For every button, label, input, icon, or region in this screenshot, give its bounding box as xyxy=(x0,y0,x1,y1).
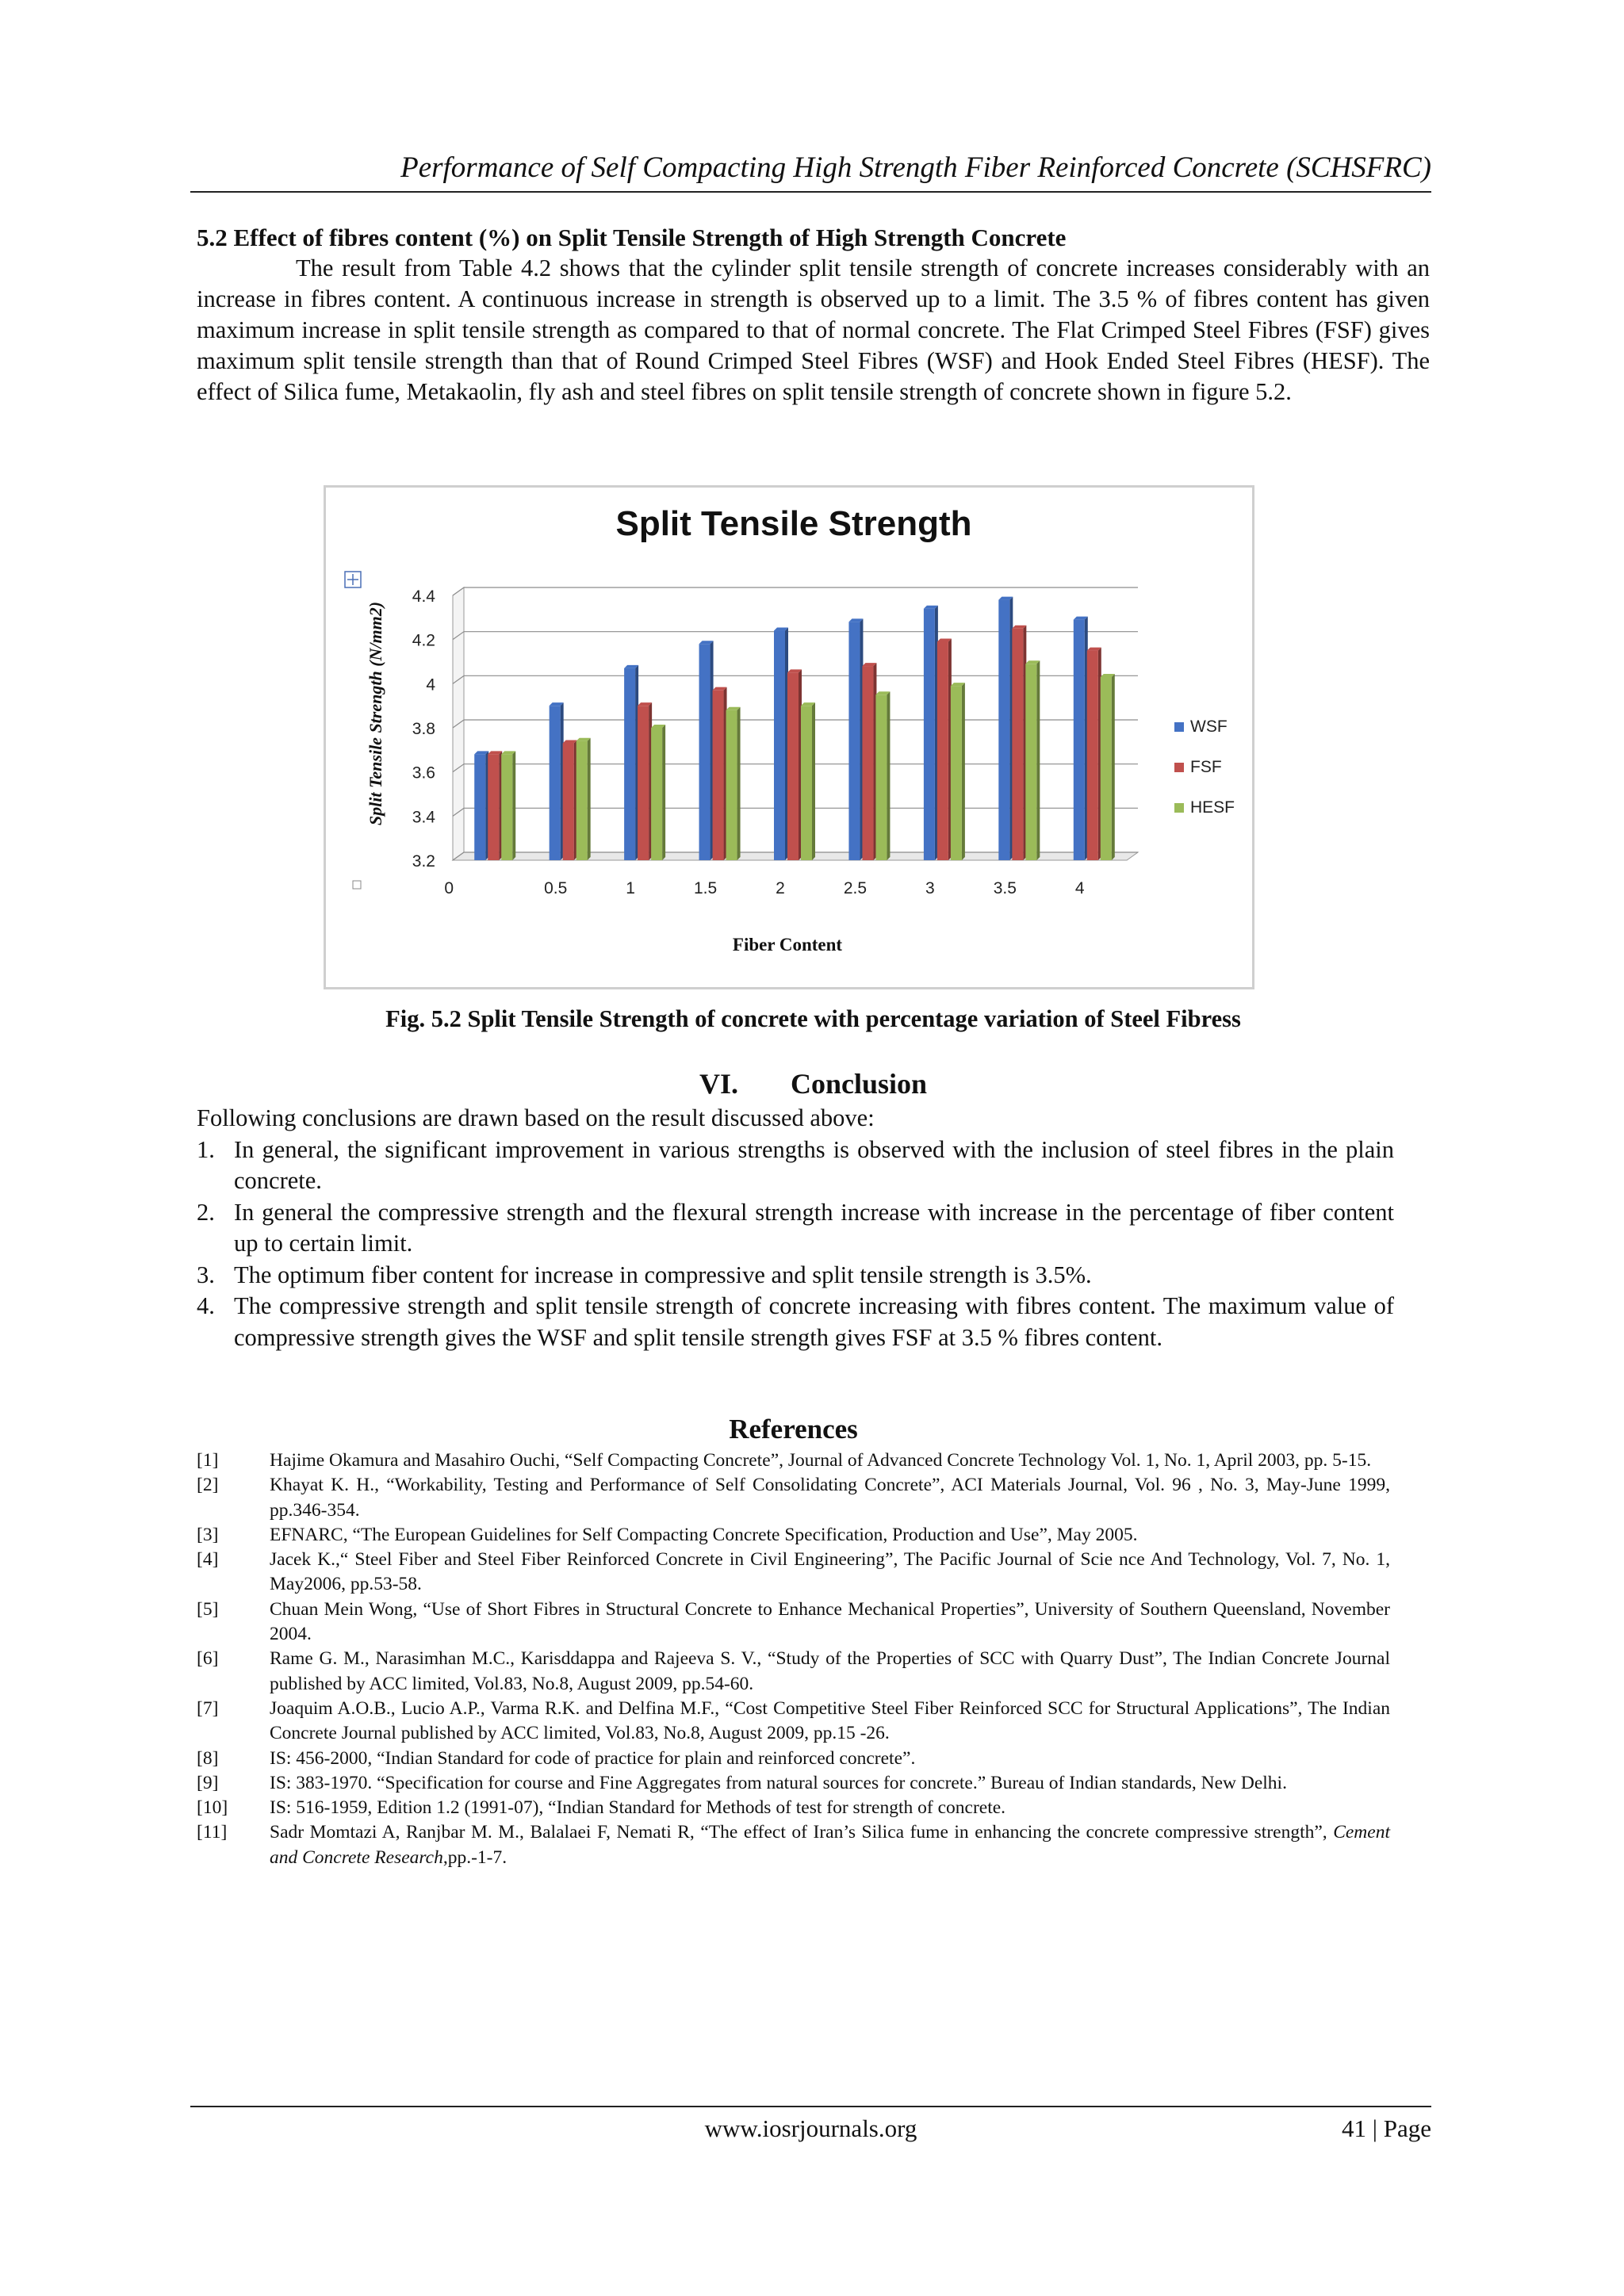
x-tick-label: 3 xyxy=(925,879,935,897)
x-tick-label: 4 xyxy=(1074,879,1085,897)
reference-item xyxy=(197,1771,1390,1796)
bar xyxy=(1074,620,1085,860)
bar xyxy=(937,641,948,860)
bar xyxy=(474,754,485,860)
x-tick-label: 1 xyxy=(626,879,635,897)
bar-side xyxy=(512,751,515,860)
y-tick-label: 3.4 xyxy=(412,808,435,827)
x-axis-label: Fiber Content xyxy=(732,935,843,955)
legend-swatch xyxy=(1174,722,1184,732)
reference-number: [1] xyxy=(197,1450,219,1471)
bar-side xyxy=(887,691,890,860)
figure-caption: Fig. 5.2 Split Tensile Strength of concrete with percentage variation of Steel Fibress xyxy=(385,1005,1241,1032)
bar-side xyxy=(1112,674,1115,860)
list-item xyxy=(197,1260,1394,1292)
list-item-number: 4. xyxy=(197,1292,215,1319)
bar xyxy=(862,666,873,860)
footer-url: www.iosrjournals.org xyxy=(704,2114,917,2142)
gridline xyxy=(453,587,1138,595)
reference-text: IS: 456-2000, “Indian Standard for code of practice for plain and reinforced concrete”. xyxy=(270,1747,916,1769)
conclusion-intro: Following conclusions are drawn based on the result discussed above: xyxy=(197,1104,875,1131)
list-item-text: The compressive strength and split tensile strength of concrete increasing with fibres content. The maximum value of compressive strength gives the WSF and split tensile strength gives FSF at 3.5 % fibres content. xyxy=(234,1292,1394,1351)
bar xyxy=(624,668,635,860)
reference-text: EFNARC, “The European Guidelines for Self Compacting Concrete Specification, Production and Use”, May 2005. xyxy=(270,1524,1138,1545)
conclusion-number: VI. xyxy=(699,1068,738,1100)
reference-text: Joaquim A.O.B., Lucio A.P., Varma R.K. and Delfina M.F., “Cost Competitive Steel Fiber Reinforced SCC for Structural Applications”, The Indian Concrete Journal published by ACC limited, Vol.83, No.8, August 2009, pp.15 -26. xyxy=(270,1697,1390,1744)
bar xyxy=(801,706,812,860)
x-tick-label: 2 xyxy=(776,879,785,897)
reference-item xyxy=(197,1448,1390,1473)
chart-title: Split Tensile Strength xyxy=(615,504,972,543)
list-item-text: In general, the significant improvement in various strengths is observed with the inclusion of steel fibres in the plain concrete. xyxy=(234,1135,1394,1194)
list-item-text: In general the compressive strength and the flexural strength increase with increase in the percentage of fiber content up to certain limit. xyxy=(234,1198,1394,1257)
chart-legend xyxy=(1174,718,1235,817)
references-list xyxy=(197,1448,1390,1870)
legend-swatch xyxy=(1174,803,1184,813)
x-tick-label: 0 xyxy=(444,879,454,897)
chart-svg xyxy=(326,488,1252,987)
conclusion-body xyxy=(197,1103,1394,1353)
y-tick-label: 3.2 xyxy=(412,852,435,871)
y-tick-label: 3.6 xyxy=(412,763,435,783)
reference-text: Rame G. M., Narasimhan M.C., Karisddappa and Rajeeva S. V., “Study of the Properties of SCC with Quarry Dust”, The Indian Concrete Journal published by ACC limited, Vol.83, No.8, August 2009, pp.54-60. xyxy=(270,1648,1390,1694)
conclusion-heading xyxy=(197,1066,1430,1101)
list-item-number: 3. xyxy=(197,1261,215,1288)
section-heading: 5.2 Effect of fibres content (%) on Split Tensile Strength of High Strength Concrete xyxy=(197,224,1067,251)
reference-item xyxy=(197,1820,1390,1870)
figure-chart xyxy=(324,485,1254,989)
y-tick-label: 4 xyxy=(426,675,435,695)
reference-item xyxy=(197,1523,1390,1548)
bar xyxy=(787,672,799,860)
reference-number: [4] xyxy=(197,1549,219,1571)
bar xyxy=(651,728,662,860)
reference-journal: Cement and Concrete Research xyxy=(270,1822,1390,1868)
x-tick-label: 3.5 xyxy=(993,879,1017,897)
reference-text: Khayat K. H., “Workability, Testing and Performance of Self Consolidating Concrete”, ACI Materials Journal, Vol. 96 , No. 3, May-June 1999, pp.346-354. xyxy=(270,1475,1390,1521)
running-header: Performance of Self Compacting High Strength Fiber Reinforced Concrete (SCHSFRC) xyxy=(400,151,1431,184)
bar xyxy=(1087,651,1098,860)
conclusion-list xyxy=(197,1135,1394,1354)
reference-item xyxy=(197,1747,1390,1771)
move-handle-icon[interactable] xyxy=(345,572,361,587)
list-item-number: 2. xyxy=(197,1198,215,1226)
bar xyxy=(875,695,887,860)
reference-item xyxy=(197,1697,1390,1747)
list-item-text: The optimum fiber content for increase in compressive and split tensile strength is 3.5%. xyxy=(234,1261,1092,1288)
legend-label: FSF xyxy=(1190,758,1222,776)
y-tick-label: 4.4 xyxy=(412,587,435,606)
header-rule xyxy=(190,191,1431,193)
bar xyxy=(848,622,860,860)
bar-side xyxy=(737,707,741,860)
bar xyxy=(563,743,574,860)
reference-number: [8] xyxy=(197,1747,219,1769)
reference-text: Hajime Okamura and Masahiro Ouchi, “Self Compacting Concrete”, Journal of Advanced Concrete Technology Vol. 1, No. 1, April 2003, pp. 5-15. xyxy=(270,1450,1372,1471)
bar xyxy=(1012,629,1023,860)
bar-side xyxy=(962,683,965,860)
resize-handle-icon[interactable] xyxy=(353,881,361,889)
page-number: 41 | Page xyxy=(1342,2114,1431,2142)
bar xyxy=(488,754,499,860)
reference-item xyxy=(197,1473,1390,1523)
list-item xyxy=(197,1291,1394,1353)
gridline xyxy=(453,632,1138,640)
legend-swatch xyxy=(1174,763,1184,772)
bar xyxy=(501,754,512,860)
footer-rule xyxy=(190,2106,1431,2107)
reference-pages: ,pp.-1-7. xyxy=(442,1846,508,1868)
y-tick-label: 3.8 xyxy=(412,720,435,738)
reference-number: [10] xyxy=(197,1797,228,1819)
plot-area xyxy=(412,587,1138,897)
reference-number: [2] xyxy=(197,1475,219,1496)
x-tick-label: 1.5 xyxy=(693,879,718,897)
reference-item xyxy=(197,1796,1390,1820)
bar-side xyxy=(812,702,815,860)
bar xyxy=(951,686,962,860)
bar-side xyxy=(1036,660,1040,860)
bar xyxy=(924,609,935,860)
section-paragraph: The result from Table 4.2 shows that the cylinder split tensile strength of concrete increases considerably with an increase in fibres content. A continuous increase in strength is observed up to a limit. The 3.5 % of fibres content has given maximum increase in split tensile strength as compared to that of normal concrete. The Flat Crimped Steel Fibres (FSF) gives maximum split tensile strength than that of Round Crimped Steel Fibres (WSF) and Hook Ended Steel Fibres (HESF). The effect of Silica fume, Metakaolin, fly ash and steel fibres on split tensile strength of concrete shown in figure 5.2. xyxy=(197,254,1430,405)
bar xyxy=(699,644,710,860)
bar xyxy=(1101,677,1112,860)
bar xyxy=(638,706,649,860)
reference-number: [3] xyxy=(197,1524,219,1545)
bar xyxy=(726,710,737,860)
reference-number: [11] xyxy=(197,1822,228,1843)
legend-label: WSF xyxy=(1190,718,1228,736)
conclusion-title: Conclusion xyxy=(790,1068,928,1100)
list-item xyxy=(197,1135,1394,1197)
bar xyxy=(998,600,1009,860)
reference-number: [5] xyxy=(197,1598,219,1620)
reference-text: IS: 383-1970. “Specification for course and Fine Aggregates from natural sources for concrete.” Bureau of Indian standards, New Delhi. xyxy=(270,1772,1287,1793)
reference-text: Chuan Mein Wong, “Use of Short Fibres in Structural Concrete to Enhance Mechanical Properties”, University of Southern Queensland, November 2004. xyxy=(270,1598,1390,1645)
reference-text: Jacek K.,“ Steel Fiber and Steel Fiber Reinforced Concrete in Civil Engineering”, The Pacific Journal of Scie nce And Technology, Vol. 7, No. 1, May2006, pp.53-58. xyxy=(270,1549,1390,1595)
references-heading: References xyxy=(729,1414,858,1445)
list-item-number: 1. xyxy=(197,1135,215,1163)
bar xyxy=(774,631,785,860)
bar-side xyxy=(588,738,591,860)
reference-number: [7] xyxy=(197,1697,219,1719)
bar xyxy=(713,691,724,860)
reference-text: Sadr Momtazi A, Ranjbar M. M., Balalaei F, Nemati R, “The effect of Iran’s Silica fume in enhancing the concrete compressive strength”, xyxy=(270,1822,1334,1843)
reference-item xyxy=(197,1548,1390,1598)
bar xyxy=(1025,664,1036,860)
y-tick-label: 4.2 xyxy=(412,631,435,650)
y-axis-label: Split Tensile Strength (N/mm2) xyxy=(366,601,385,826)
section-5-2 xyxy=(197,223,1430,408)
x-tick-label: 2.5 xyxy=(843,879,868,897)
reference-item xyxy=(197,1647,1390,1697)
reference-number: [6] xyxy=(197,1648,219,1670)
reference-number: [9] xyxy=(197,1772,219,1793)
reference-item xyxy=(197,1598,1390,1647)
bar xyxy=(576,741,588,860)
reference-text: IS: 516-1959, Edition 1.2 (1991-07), “Indian Standard for Methods of test for strength of concrete. xyxy=(270,1797,1006,1819)
list-item xyxy=(197,1197,1394,1260)
legend-label: HESF xyxy=(1190,798,1235,817)
bar-side xyxy=(662,725,665,860)
bar xyxy=(550,706,561,860)
x-tick-label: 0.5 xyxy=(544,879,568,897)
